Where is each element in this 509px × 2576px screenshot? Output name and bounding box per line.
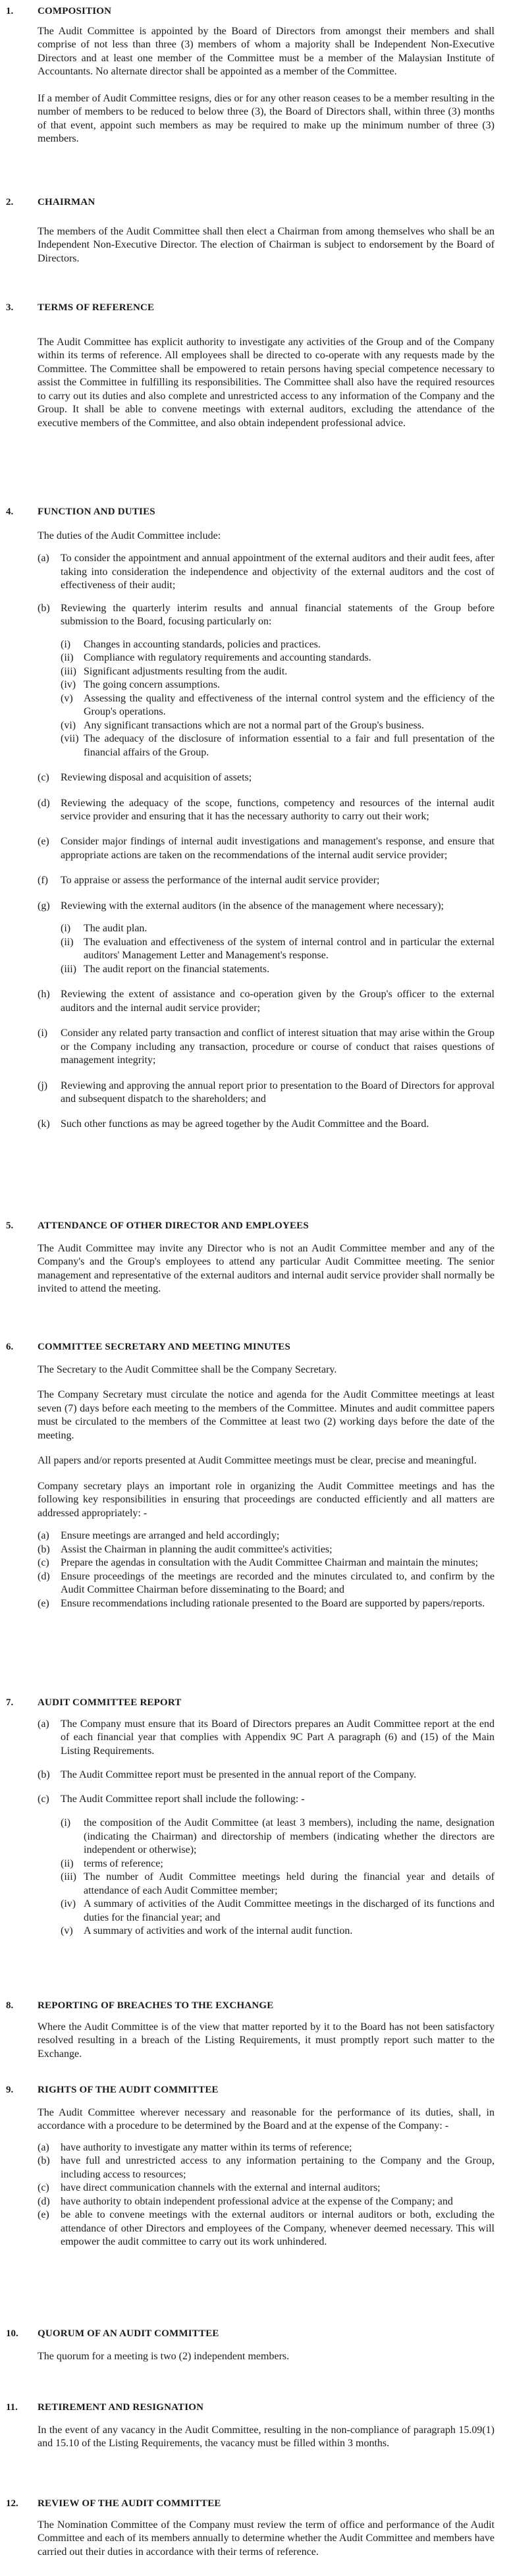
list-item: (b) have full and unrestricted access to any information pertaining to the Company and the Group, including access to resources;: [38, 2155, 495, 2180]
list-item: (vi) Any significant transactions which are not a normal part of the Group's business.: [61, 719, 424, 731]
paragraph: Company secretary plays an important role in organizing the Audit Committee meetings and has the following key responsibilities in ensuring that proceedings are conducted efficiently and all matters are addressed appropriately: -: [38, 1480, 495, 1519]
secretary-duties-list: [0, 1529, 509, 1610]
paragraph: The Audit Committee is appointed by the Board of Directors from amongst their members and shall comprise of not less than three (3) members of whom a majority shall be Independent Non-Executive Directors and at least one member of the Committee must be a member of the Malaysian Institute of Accountants. No alternate director shall be appointed as a member of the Committee.: [38, 26, 495, 78]
list-item: (b) The Audit Committee report must be presented in the annual report of the Company.: [38, 1769, 417, 1781]
section-rights: [0, 2084, 509, 2249]
section-title: QUORUM OF AN AUDIT COMMITTEE: [38, 2328, 219, 2339]
list-item: (d) Ensure proceedings of the meetings are recorded and the minutes circulated to, and confirm by the Audit Committee Chairman before disseminating to the Board; and: [38, 1570, 495, 1596]
section-number: 12.: [6, 2498, 18, 2509]
list-item: (i) the composition of the Audit Committee (at least 3 members), including the name, designation (indicating the Chairman) and directorship of members (indicating whether the directors are independent or otherwise);: [61, 1817, 495, 1856]
paragraph: The Audit Committee has explicit authority to investigate any activities of the Group and of the Company within its terms of reference. All employees shall be directed to co-operate with any requests made by the Committee. The Committee shall be empowered to retain persons having special competence necessary to assist the Committee in fulfilling its responsibilities. The Committee shall also have the required resources to carry out its duties and also complete and unrestricted access to any information of the Company and the Group. It shall be able to convene meetings with external auditors, excluding the attendance of the executive members of the Committee, and also obtain independent professional advice.: [38, 337, 495, 429]
list-item: (e) be able to convene meetings with the external auditors or internal auditors or both, excluding the attendance of other Directors and employees of the Company, whenever deemed necessary. This will empower the audit committee to carry out its work unhindered.: [38, 2209, 495, 2248]
list-item: (iii) The audit report on the financial statements.: [61, 963, 270, 975]
list-item: (iv) A summary of activities of the Audit Committee meetings in the discharged of its functions and duties for the financial year; and: [61, 1898, 495, 1923]
section-number: 2.: [6, 197, 14, 207]
paragraph: The Company Secretary must circulate the notice and agenda for the Audit Committee meetings at least seven (7) days before each meeting to the members of the Committee. Minutes and audit committee papers must be circulated to the members of the Committee at least two (2) working days before the date of the meeting.: [38, 1389, 495, 1441]
list-item: (k) Such other functions as may be agreed together by the Audit Committee and the Board.: [38, 1118, 429, 1130]
paragraph: The members of the Audit Committee shall then elect a Chairman from among themselves who shall be an Independent Non-Executive Director. The election of Chairman is subject to endorsement by the Board of Directors.: [38, 226, 495, 264]
paragraph: All papers and/or reports presented at Audit Committee meetings must be clear, precise and meaningful.: [38, 1455, 477, 1467]
list-item: (iii) Significant adjustments resulting from the audit.: [61, 665, 288, 677]
section-committee-secretary: [0, 1341, 509, 1610]
list-item: (f) To appraise or assess the performance of the internal audit service provider;: [38, 875, 380, 887]
list-item: (a) have authority to investigate any matter within its terms of reference;: [38, 2141, 352, 2153]
section-number: 4.: [6, 507, 14, 517]
section-function-and-duties: [0, 506, 509, 1132]
section-retirement: [0, 2401, 509, 2451]
section-title: FUNCTION AND DUTIES: [38, 507, 155, 517]
list-item: (a) To consider the appointment and annual appointment of the external auditors and their audit fees, after taking into consideration the independence and objectivity of the external auditors and the cost of effectiveness of their audit;: [38, 553, 495, 591]
section-number: 1.: [6, 6, 14, 16]
section-title: COMPOSITION: [38, 6, 112, 16]
duties-sublist: [0, 922, 509, 976]
paragraph: The Nomination Committee of the Company must review the term of office and performance of the Audit Committee and each of its members annually to determine whether the Audit Committee and members have carried out their duties in accordance with their terms of reference.: [38, 2519, 495, 2558]
section-reporting-of-breaches: [0, 2000, 509, 2061]
list-item: (c) The Audit Committee report shall include the following: -: [38, 1793, 305, 1805]
list-item: (b) Assist the Chairman in planning the audit committee's activities;: [38, 1543, 333, 1555]
section-number: 6.: [6, 1342, 14, 1352]
list-item: (iv) The going concern assumptions.: [61, 679, 221, 691]
section-title: REPORTING OF BREACHES TO THE EXCHANGE: [38, 2000, 274, 2011]
duties-sublist: [0, 638, 509, 759]
report-list: [0, 1718, 509, 1806]
section-number: 8.: [6, 2000, 14, 2011]
section-title: CHAIRMAN: [38, 197, 95, 207]
list-item: (h) Reviewing the extent of assistance and co-operation given by the Group's officer to the external auditors and the internal audit service provider;: [38, 989, 495, 1014]
paragraph: The Audit Committee wherever necessary and reasonable for the performance of its duties, shall, in accordance with a procedure to be determined by the Board and at the expense of the Company: -: [38, 2107, 495, 2132]
paragraph: The duties of the Audit Committee include:: [38, 530, 221, 541]
list-item: (c) have direct communication channels with the external and internal auditors;: [38, 2182, 381, 2194]
list-item: (vii) The adequacy of the disclosure of information essential to a fair and full presentation of the financial affairs of the Group.: [61, 733, 495, 758]
list-item: (a) Ensure meetings are arranged and held accordingly;: [38, 1530, 280, 1542]
section-number: 7.: [6, 1697, 14, 1708]
list-item: (ii) The evaluation and effectiveness of the system of internal control and in particular the external auditors' Management Letter and Management's response.: [61, 936, 495, 962]
section-number: 5.: [6, 1220, 14, 1231]
report-sublist: [0, 1817, 509, 1938]
section-number: 10.: [6, 2328, 18, 2339]
list-item: (v) A summary of activities and work of the internal audit function.: [61, 1925, 353, 1937]
list-item: (e) Consider major findings of internal audit investigations and management's response, and ensure that appropriate actions are taken on the recommendations of the internal audit service provider;: [38, 836, 495, 861]
list-item: (d) Reviewing the adequacy of the scope, functions, competency and resources of the internal audit service provider and ensuring that it has the necessary authority to carry out their work;: [38, 797, 495, 822]
section-audit-committee-report: [0, 1697, 509, 1938]
section-terms-of-reference: [0, 302, 509, 430]
paragraph: The quorum for a meeting is two (2) independent members.: [38, 2351, 290, 2362]
section-composition: [0, 5, 509, 146]
paragraph: The Audit Committee may invite any Director who is not an Audit Committee member and any of the Company's and the Group's employees to attend any particular Audit Committee meeting. The senior management and representative of the external auditors and internal audit service provider shall normally be invited to attend the meeting.: [38, 1243, 495, 1295]
list-item: (j) Reviewing and approving the annual report prior to presentation to the Board of Directors for approval and subsequent dispatch to the shareholders; and: [38, 1080, 495, 1105]
list-item: (iii) The number of Audit Committee meetings held during the financial year and details of attendance of each Audit Committee member;: [61, 1871, 495, 1896]
section-quorum: [0, 2328, 509, 2363]
paragraph: If a member of Audit Committee resigns, dies or for any other reason ceases to be a member resulting in the number of members to be reduced to below three (3), the Board of Directors shall, within three (3) months of that event, appoint such members as may be required to make up the minimum number of three (3) members.: [38, 92, 495, 145]
list-item: (g) Reviewing with the external auditors (in the absence of the management where necessary);: [38, 900, 444, 912]
list-item: (e) Ensure recommendations including rationale presented to the Board are supported by papers/reports.: [38, 1597, 485, 1609]
paragraph: The Secretary to the Audit Committee shall be the Company Secretary.: [38, 1364, 337, 1375]
list-item: (c) Reviewing disposal and acquisition of assets;: [38, 772, 252, 784]
duties-list: [0, 552, 509, 628]
rights-list: [0, 2141, 509, 2249]
paragraph: In the event of any vacancy in the Audit Committee, resulting in the non-compliance of paragraph 15.09(1) and 15.10 of the Listing Requirements, the vacancy must be filled within 3 months.: [38, 2425, 495, 2450]
section-title: REVIEW OF THE AUDIT COMMITTEE: [38, 2498, 221, 2509]
section-title: TERMS OF REFERENCE: [38, 302, 155, 313]
paragraph: Where the Audit Committee is of the view that matter reported by it to the Board has not been satisfactory resolved resulting in a breach of the Listing Requirements, it must promptly report such matter to the Exchange.: [38, 2021, 495, 2060]
section-review: [0, 2498, 509, 2559]
section-title: ATTENDANCE OF OTHER DIRECTOR AND EMPLOYEES: [38, 1220, 309, 1231]
section-attendance: [0, 1220, 509, 1296]
section-number: 9.: [6, 2085, 14, 2095]
section-number: 3.: [6, 302, 14, 313]
list-item: (ii) terms of reference;: [61, 1857, 163, 1869]
list-item: (ii) Compliance with regulatory requirements and accounting standards.: [61, 652, 371, 664]
section-title: COMMITTEE SECRETARY AND MEETING MINUTES: [38, 1342, 290, 1352]
list-item: (c) Prepare the agendas in consultation with the Audit Committee Chairman and maintain the minutes;: [38, 1557, 479, 1569]
section-title: RETIREMENT AND RESIGNATION: [38, 2402, 204, 2413]
section-title: AUDIT COMMITTEE REPORT: [38, 1697, 182, 1708]
list-item: (i) Changes in accounting standards, policies and practices.: [61, 638, 321, 650]
list-item: (d) have authority to obtain independent professional advice at the expense of the Company; and: [38, 2195, 453, 2207]
duties-list-final: [0, 988, 509, 1132]
section-title: RIGHTS OF THE AUDIT COMMITTEE: [38, 2085, 219, 2095]
section-number: 11.: [6, 2402, 18, 2413]
duties-list-continued: [0, 771, 509, 913]
list-item: (v) Assessing the quality and effectiveness of the internal control system and the efficiency of the Group's operations.: [61, 692, 495, 718]
list-item: (b) Reviewing the quarterly interim results and annual financial statements of the Group before submission to the Board, focusing particularly on:: [38, 602, 495, 628]
section-chairman: [0, 196, 509, 265]
list-item: (i) Consider any related party transaction and conflict of interest situation that may arise within the Group or the Company including any transaction, procedure or course of conduct that raises questions of management integrity;: [38, 1028, 495, 1066]
list-item: (a) The Company must ensure that its Board of Directors prepares an Audit Committee report at the end of each financial year that complies with Appendix 9C Part A paragraph (6) and (15) of the Main Listing Requirements.: [38, 1718, 495, 1757]
list-item: (i) The audit plan.: [61, 923, 147, 935]
